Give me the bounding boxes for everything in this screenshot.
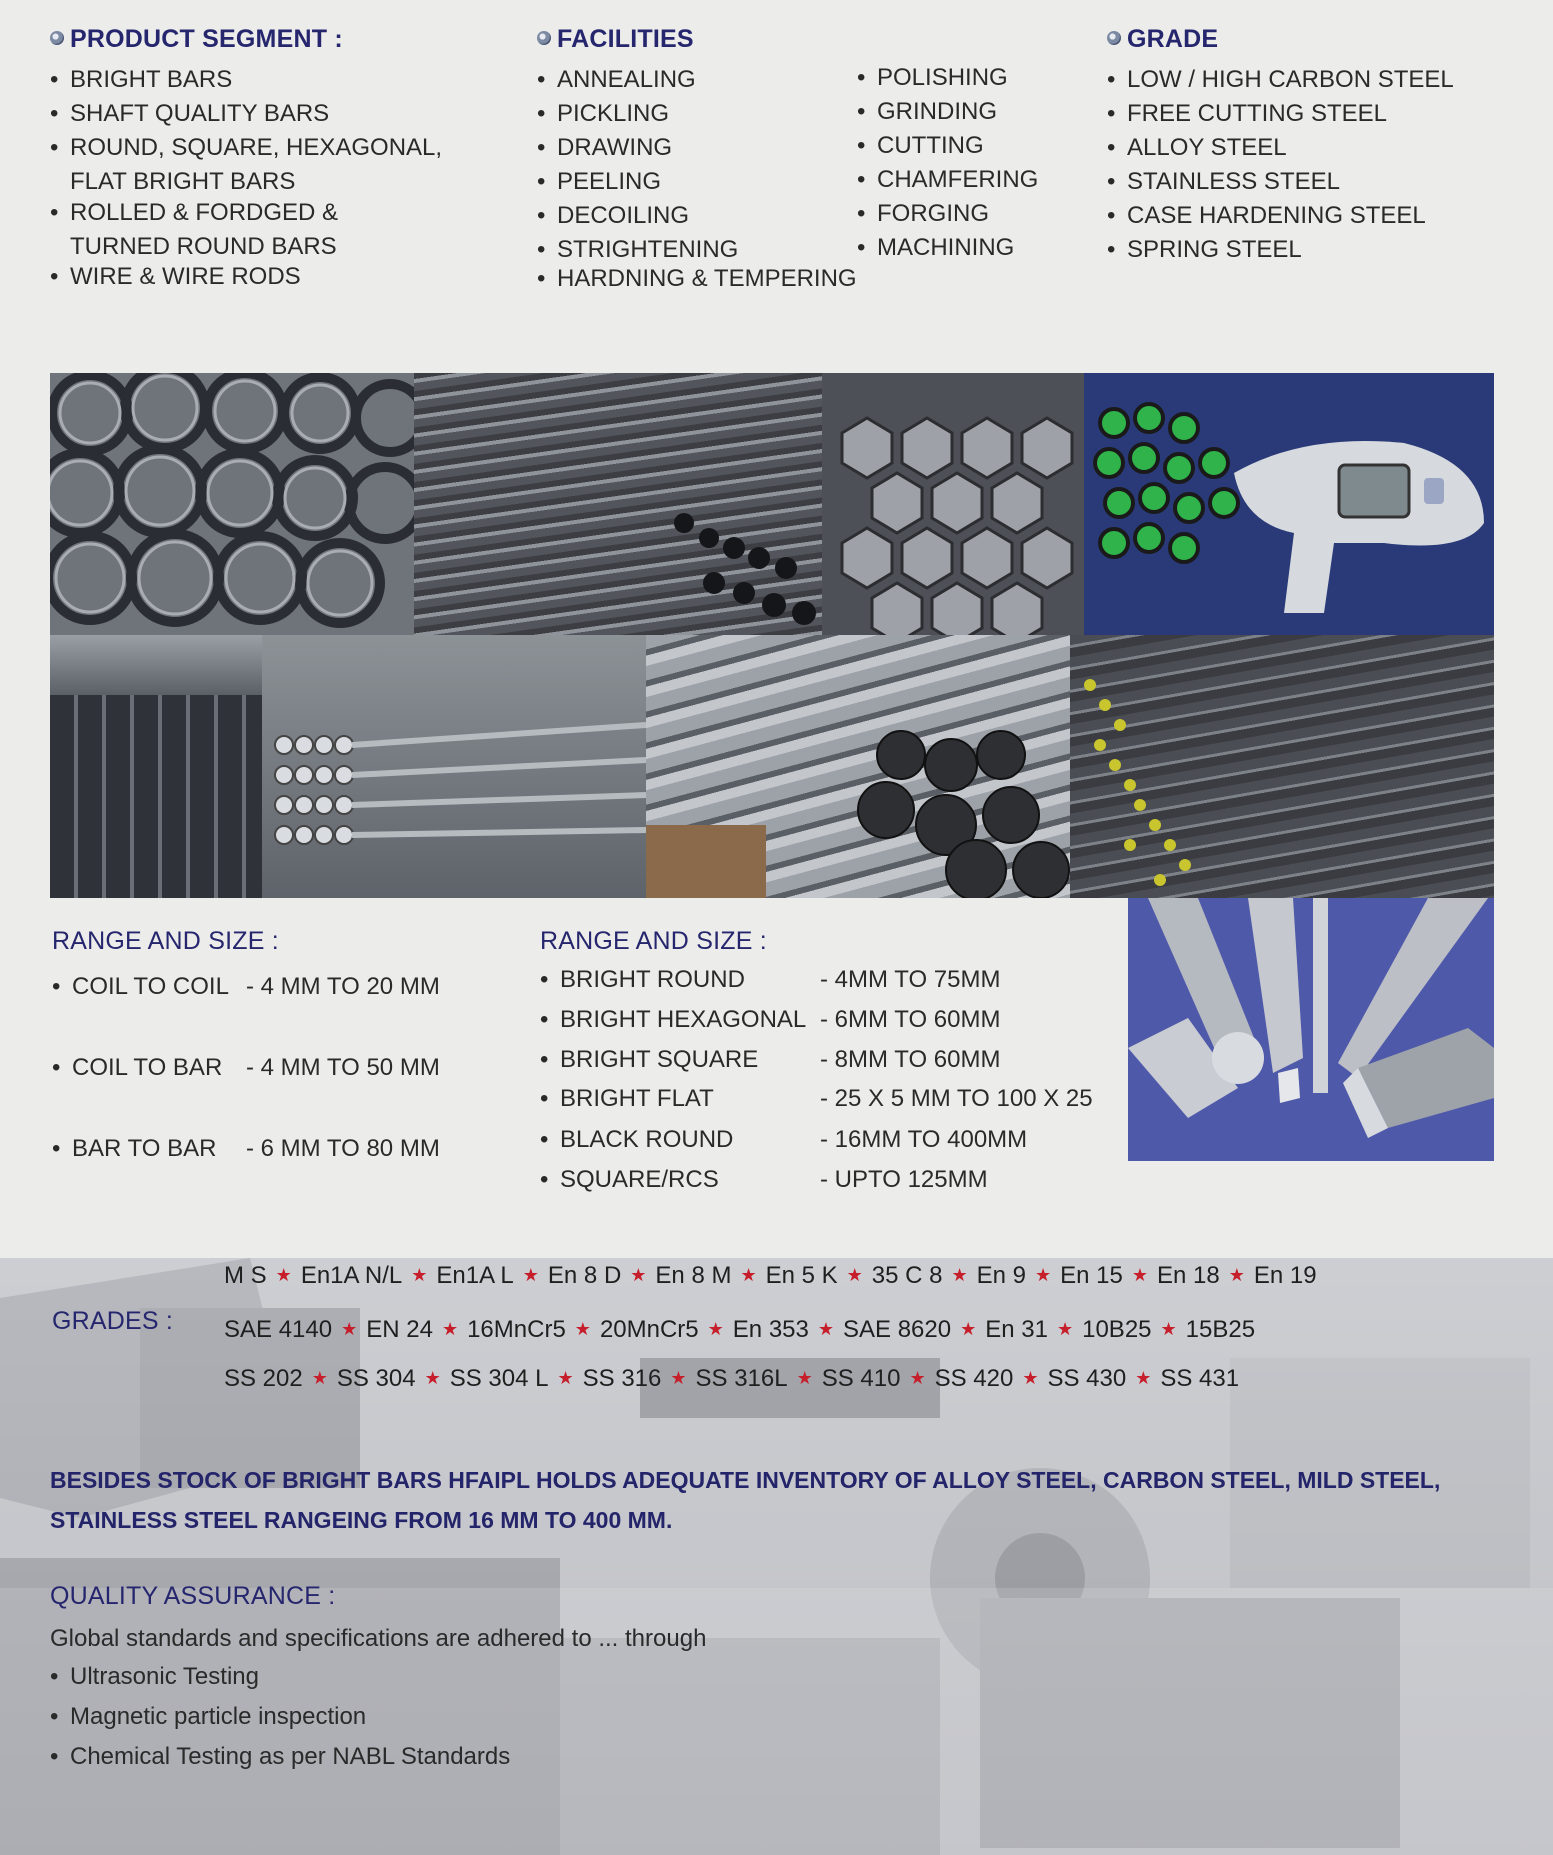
grade-chip: M S (224, 1262, 267, 1289)
list-item: • FORGING (857, 202, 989, 226)
facilities-heading-text: FACILITIES (557, 25, 694, 53)
list-item: • DECOILING (537, 204, 689, 228)
star-icon: ★ (1228, 1265, 1245, 1285)
bullet-circle-icon (1107, 31, 1121, 45)
grade-chip: SS 316L (695, 1365, 788, 1392)
range-value: - 8MM TO 60MM (820, 1046, 1001, 1073)
range-name: BAR TO BAR (72, 1135, 217, 1162)
star-icon: ★ (441, 1319, 459, 1339)
grade-chip: 16MnCr5 (467, 1316, 566, 1343)
grade-chip: En1A N/L (300, 1262, 403, 1289)
star-icon: ★ (796, 1368, 813, 1388)
range-name: BRIGHT SQUARE (560, 1046, 759, 1073)
grade-chip: SS 202 (224, 1365, 303, 1392)
star-icon: ★ (1160, 1319, 1177, 1339)
range-left-heading: RANGE AND SIZE : (52, 927, 279, 955)
range-right-heading: RANGE AND SIZE : (540, 927, 767, 955)
grade-chip: 20MnCr5 (599, 1316, 699, 1343)
range-value: - 6 MM TO 80 MM (246, 1135, 440, 1162)
round-bars-photo (414, 373, 822, 635)
list-item: • CASE HARDENING STEEL (1107, 204, 1426, 228)
star-icon: ★ (951, 1265, 968, 1285)
grade-chip: En 8 M (655, 1262, 732, 1289)
star-icon: ★ (1135, 1368, 1152, 1388)
grades-row-1 (224, 1262, 1317, 1290)
range-name: COIL TO COIL (72, 973, 229, 1000)
list-item: • HARDNING & TEMPERING (537, 267, 857, 291)
star-icon: ★ (670, 1368, 687, 1388)
list-item: • ROLLED & FORDGED & (50, 201, 338, 225)
range-row (52, 1135, 440, 1162)
range-value: - 4 MM TO 20 MM (246, 973, 440, 1000)
star-icon: ★ (275, 1265, 292, 1285)
besides-stock-paragraph (50, 1460, 1440, 1540)
grade-heading-text: GRADE (1127, 25, 1219, 53)
grade-chip: 35 C 8 (871, 1262, 943, 1289)
grade-chip: SS 430 (1047, 1365, 1127, 1392)
list-item: • LOW / HIGH CARBON STEEL (1107, 68, 1454, 92)
range-row (52, 1054, 440, 1081)
star-icon: ★ (1056, 1319, 1074, 1339)
range-value: - 25 X 5 MM TO 100 X 25 (820, 1085, 1093, 1112)
grade-chip: En 31 (985, 1316, 1048, 1343)
list-item: • STRIGHTENING (537, 238, 738, 262)
star-icon: ★ (311, 1368, 328, 1388)
grades-label: GRADES : (52, 1307, 174, 1335)
range-name: BLACK ROUND (560, 1126, 734, 1153)
bright-bars-warehouse-photo (262, 635, 646, 898)
grades-row-3 (224, 1365, 1239, 1393)
list-item: • ROUND, SQUARE, HEXAGONAL, (50, 136, 442, 160)
grade-chip: En 353 (732, 1316, 809, 1343)
star-icon: ★ (1035, 1265, 1052, 1285)
star-icon: ★ (707, 1319, 724, 1339)
grade-heading (1107, 25, 1218, 54)
list-item: • MACHINING (857, 236, 1014, 260)
star-icon: ★ (1022, 1368, 1039, 1388)
flat-bars-top (50, 635, 262, 695)
list-item: • CUTTING (857, 134, 984, 158)
star-icon: ★ (630, 1265, 647, 1285)
list-item-text: TURNED ROUND BARS (70, 233, 337, 260)
flat-bars-photo (50, 635, 262, 898)
star-icon: ★ (557, 1368, 574, 1388)
list-item: • SHAFT QUALITY BARS (50, 102, 329, 126)
list-item: • ALLOY STEEL (1107, 136, 1287, 160)
range-row (540, 1085, 1093, 1112)
range-value: - 4MM TO 75MM (820, 966, 1001, 993)
list-item: • PEELING (537, 170, 661, 194)
star-icon: ★ (574, 1319, 591, 1339)
grade-chip: SS 316 (582, 1365, 662, 1392)
range-value: - 4 MM TO 50 MM (246, 1054, 440, 1081)
list-item: • FREE CUTTING STEEL (1107, 102, 1387, 126)
list-item: • PICKLING (537, 102, 669, 126)
bullet-circle-icon (50, 31, 64, 45)
list-item: • Magnetic particle inspection (50, 1705, 366, 1729)
grades-row-2 (224, 1316, 1255, 1344)
bar-shapes-photo (1128, 898, 1494, 1161)
grade-chip: 15B25 (1185, 1316, 1256, 1343)
star-icon: ★ (740, 1265, 757, 1285)
list-item: • ANNEALING (537, 68, 696, 92)
range-row (540, 966, 1001, 993)
star-icon: ★ (846, 1265, 863, 1285)
range-row (540, 1046, 1001, 1073)
star-icon: ★ (424, 1368, 441, 1388)
range-value: - 16MM TO 400MM (820, 1126, 1028, 1153)
range-row (540, 1006, 1001, 1033)
range-row (540, 1166, 988, 1193)
range-name: COIL TO BAR (72, 1054, 223, 1081)
yellow-capped-bars-photo (1070, 635, 1494, 898)
hexagonal-bars-photo (822, 373, 1084, 635)
bullet-circle-icon (537, 31, 551, 45)
list-item: • STAINLESS STEEL (1107, 170, 1340, 194)
range-name: BRIGHT FLAT (560, 1085, 714, 1112)
grade-chip: EN 24 (366, 1316, 433, 1343)
grade-chip: SAE 4140 (224, 1316, 333, 1343)
list-item: • BRIGHT BARS (50, 68, 232, 92)
quality-intro: Global standards and specifications are adhered to ... through (50, 1625, 707, 1652)
range-name: SQUARE/RCS (560, 1166, 719, 1193)
range-row (540, 1126, 1028, 1153)
star-icon: ★ (522, 1265, 539, 1285)
product-segment-heading-text: PRODUCT SEGMENT : (70, 25, 343, 53)
list-item-continuation (50, 235, 337, 259)
grade-chip: SS 304 (336, 1365, 416, 1392)
grade-chip: En 5 K (765, 1262, 838, 1289)
grade-chip: En 15 (1060, 1262, 1123, 1289)
grade-chip: SS 304 L (449, 1365, 549, 1392)
range-value: - 6MM TO 60MM (820, 1006, 1001, 1033)
list-item-text: FLAT BRIGHT BARS (70, 168, 296, 195)
list-item: • WIRE & WIRE RODS (50, 265, 301, 289)
list-item: • GRINDING (857, 100, 997, 124)
quality-heading: QUALITY ASSURANCE : (50, 1582, 336, 1610)
star-icon: ★ (817, 1319, 835, 1339)
grade-chip: En 8 D (547, 1262, 622, 1289)
grade-chip: SS 420 (934, 1365, 1014, 1392)
facilities-heading (537, 25, 694, 54)
grade-chip: En 9 (976, 1262, 1027, 1289)
grade-chip: SAE 8620 (843, 1316, 952, 1343)
list-item: • POLISHING (857, 66, 1008, 90)
grade-chip: SS 410 (821, 1365, 901, 1392)
range-row (52, 973, 440, 1000)
list-item: • SPRING STEEL (1107, 238, 1302, 262)
grade-chip: 10B25 (1082, 1316, 1152, 1343)
list-item: • CHAMFERING (857, 168, 1038, 192)
product-segment-heading (50, 25, 343, 54)
grade-chip: SS 431 (1160, 1365, 1240, 1392)
range-value: - UPTO 125MM (820, 1166, 988, 1193)
list-item: • Ultrasonic Testing (50, 1665, 259, 1689)
grade-chip: En 19 (1253, 1262, 1317, 1289)
spectrometer-testing-photo (1084, 373, 1494, 635)
star-icon: ★ (1131, 1265, 1149, 1285)
grade-chip: En1A L (436, 1262, 514, 1289)
range-name: BRIGHT ROUND (560, 966, 745, 993)
besides-line-2: STAINLESS STEEL RANGEING FROM 16 MM TO 400 MM. (50, 1507, 673, 1533)
grade-chip: En 18 (1157, 1262, 1220, 1289)
wire-coils-photo (50, 373, 414, 635)
star-icon: ★ (909, 1368, 926, 1388)
besides-line-1: BESIDES STOCK OF BRIGHT BARS HFAIPL HOLDS ADEQUATE INVENTORY OF ALLOY STEEL, CARBON STEEL, MILD STEEL, (50, 1467, 1441, 1493)
star-icon: ★ (411, 1265, 428, 1285)
range-name: BRIGHT HEXAGONAL (560, 1006, 807, 1033)
black-round-bars-photo (646, 635, 1070, 898)
list-item: • Chemical Testing as per NABL Standards (50, 1745, 510, 1769)
star-icon: ★ (341, 1319, 358, 1339)
list-item: • DRAWING (537, 136, 672, 160)
list-item-continuation (50, 170, 295, 194)
star-icon: ★ (960, 1319, 977, 1339)
